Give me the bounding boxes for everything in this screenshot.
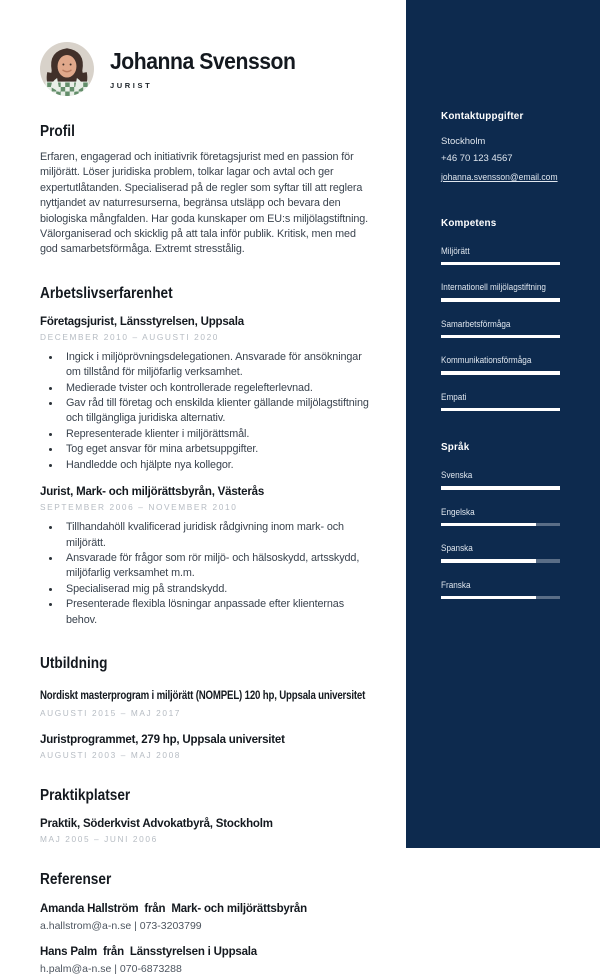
job-entry [40,486,372,628]
language-label: Svenska [441,470,473,481]
language-meter [441,559,560,563]
avatar [40,42,94,96]
reference-name: Amanda Hallström från Mark- och miljörättsbyrån [40,902,307,915]
sidebar [406,0,600,848]
language-meter [441,596,560,600]
contact-city: Stockholm [441,136,486,147]
language-meter [441,486,560,490]
language-item [441,575,560,600]
language-label: Spanska [441,543,473,554]
job-bullet-list [40,520,372,628]
language-meter [441,523,560,527]
resume-header [40,42,372,96]
internship-title: Praktik, Söderkvist Advokatbyrå, Stockholm [40,817,273,830]
job-bullet: • Gav råd till företag och enskilda klienter gällande miljölagstiftning och tillgängliga juridiska alternativ. [61,396,372,427]
job-bullet-list [40,350,372,473]
references-heading: Referenser [40,870,112,888]
reference-contact: h.palm@a-n.se | 070-6873288 [40,962,182,975]
education-heading: Utbildning [40,654,108,672]
skill-item [441,314,560,339]
sidebar-skills-section [441,213,560,412]
skill-item [441,277,560,302]
skill-meter [441,371,560,375]
language-item [441,465,560,490]
language-item [441,538,560,563]
education-title: Nordiskt masterprogram i miljörätt (NOMPEL) 120 hp, Uppsala universitet [40,689,366,702]
job-bullet: • Medierade tvister och kontrollerade regelefterlevnad. [61,381,372,396]
skill-label: Miljörätt [441,245,470,257]
language-label: Engelska [441,506,475,518]
job-dates: DECEMBER 2010 – AUGUSTI 2020 [40,331,219,342]
job-bullet: • Ansvarade för frågor som rör miljö- och hälsoskydd, artsskydd, miljöfarlig verksamhet m.m. [61,551,372,582]
education-dates: AUGUSTI 2003 – MAJ 2008 [40,749,182,760]
skill-label: Kommunikationsförmåga [441,355,532,366]
job-bullet: • Tog eget ansvar för mina arbetsuppgifter. [61,442,372,457]
section-experience [40,285,372,628]
section-internships [40,787,372,844]
profile-text: Erfaren, engagerad och initiativrik företagsjurist med en passion för miljörätt. Löser juridiska problem, tolkar lagar och avtal och ger expertutlåtanden. Specialiserad på de regler som syftar till att reglera nyttjandet av naturresurserna, begränsa utsläpp och bevara den biologiska mångfalden. Har goda kunskaper om EU:s miljölagstiftning. Välorganiserad och skicklig på att tala inför publik. Kritisk, men med god samarbetsförmåga. Extremt stresstålig. [40,151,369,256]
languages-heading: Språk [441,441,470,453]
job-dates: SEPTEMBER 2006 – NOVEMBER 2010 [40,502,238,513]
internship-entry [40,818,372,844]
skill-label: Empati [441,391,467,403]
section-profile [40,123,372,258]
skill-label: Samarbetsförmåga [441,318,511,330]
contact-heading: Kontaktuppgifter [441,110,524,122]
reference-name: Hans Palm från Länsstyrelsen i Uppsala [40,945,257,958]
reference-entry [40,903,372,932]
job-bullet: • Specialiserad mig på strandskydd. [61,582,372,597]
reference-entry [40,946,372,975]
education-entry [40,686,372,718]
avatar-portrait-illustration [40,42,94,96]
language-label: Franska [441,579,471,591]
skills-heading: Kompetens [441,216,497,229]
reference-contact: a.hallstrom@a-n.se | 073-3203799 [40,919,202,932]
job-bullet: • Handledde och hjälpte nya kollegor. [61,458,372,473]
skill-meter [441,335,560,339]
job-title: Jurist, Mark- och miljörättsbyrån, Västerås [40,486,265,499]
skill-item [441,387,560,412]
education-title: Juristprogrammet, 279 hp, Uppsala universitet [40,733,285,746]
profile-heading: Profil [40,123,75,140]
candidate-name: Johanna Svensson [110,48,296,74]
sidebar-languages-section [441,437,560,599]
job-entry [40,316,372,473]
section-references [40,871,372,975]
contact-email-link[interactable]: johanna.svensson@email.com [441,172,558,183]
section-education [40,655,372,760]
education-entry [40,734,372,760]
job-title: Företagsjurist, Länsstyrelsen, Uppsala [40,315,244,328]
candidate-job-title: JURIST [110,81,153,90]
job-bullet: • Tillhandahöll kvalificerad juridisk rådgivning inom mark- och miljörätt. [61,520,372,551]
job-bullet: • Representerade klienter i miljörättsmål. [61,427,372,442]
experience-heading: Arbetslivserfarenhet [40,284,173,302]
language-item [441,502,560,527]
skill-meter [441,262,560,266]
job-bullet: • Ingick i miljöprövningsdelegationen. Ansvarade för ansökningar om tillstånd för miljöfarlig verksamhet. [61,350,372,381]
skill-label: Internationell miljölagstiftning [441,282,546,293]
job-bullet: • Presenterade flexibla lösningar anpassade efter klienternas behov. [61,597,372,628]
skill-item [441,241,560,266]
education-dates: AUGUSTI 2015 – MAJ 2017 [40,707,182,718]
contact-phone: +46 70 123 4567 [441,152,513,164]
internships-heading: Praktikplatser [40,786,131,804]
skill-item [441,350,560,375]
skill-meter [441,298,560,302]
internship-dates: MAJ 2005 – JUNI 2006 [40,833,158,844]
sidebar-contact-section [441,106,560,187]
name-title-block [110,48,312,90]
skill-meter [441,408,560,412]
